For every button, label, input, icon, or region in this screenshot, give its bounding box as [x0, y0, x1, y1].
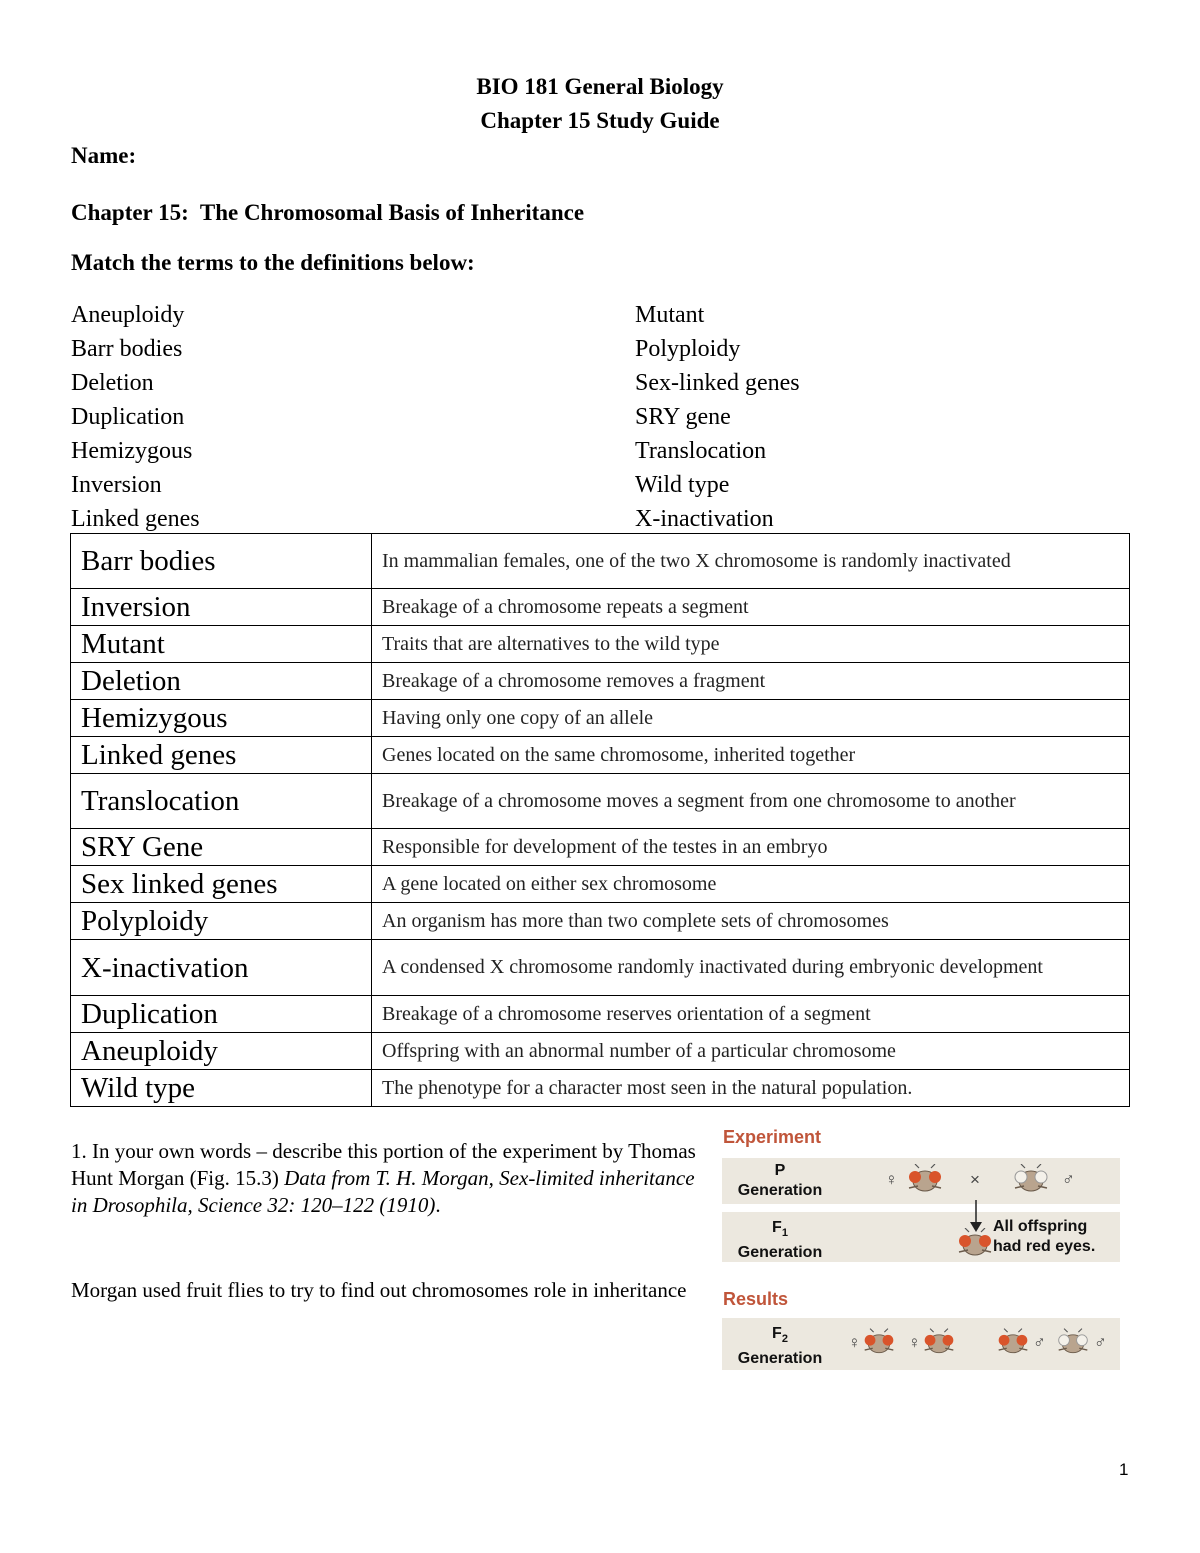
term-cell: SRY Gene: [71, 829, 372, 866]
cross-symbol: ×: [970, 1170, 980, 1189]
term-item: Polyploidy: [635, 336, 741, 362]
definition-cell: Responsible for development of the testes in an embryo: [372, 829, 1130, 866]
f1-result-note: [993, 1217, 1095, 1257]
table-row: [71, 589, 1130, 626]
red-eyed-female-fly-icon: [922, 1328, 956, 1356]
table-row: [71, 996, 1130, 1033]
term-item: Aneuploidy: [71, 302, 185, 328]
term-cell: Deletion: [71, 663, 372, 700]
female-symbol-icon: ♀: [848, 1333, 861, 1352]
chapter-heading: Chapter 15: The Chromosomal Basis of Inheritance: [71, 200, 585, 225]
results-heading: Results: [723, 1289, 789, 1309]
male-symbol-icon: ♂: [1062, 1170, 1075, 1189]
white-eyed-male-fly-icon: [1056, 1328, 1090, 1356]
term-item: Mutant: [635, 302, 705, 328]
f2-symbol: [730, 1324, 830, 1349]
table-row: [71, 737, 1130, 774]
question-1-end: .: [435, 1193, 441, 1217]
terms-right-column: [635, 298, 800, 536]
generation-word: Generation: [737, 1182, 823, 1199]
question-1-text: 1. In your own words – describe this portion of the experiment by Thomas Hunt Morgan (Fig. 15.3): [71, 1139, 696, 1190]
term-cell: Barr bodies: [71, 534, 372, 589]
f1-symbol: [730, 1218, 830, 1243]
instructions: Match the terms to the definitions below:: [71, 250, 475, 275]
generation-word: Generation: [737, 1350, 823, 1368]
term-item: Hemizygous: [71, 438, 193, 464]
term-cell: Translocation: [71, 774, 372, 829]
term-cell: Duplication: [71, 996, 372, 1033]
male-symbol-icon: ♂: [1094, 1333, 1107, 1352]
course-title: BIO 181 General Biology: [476, 74, 724, 99]
red-eyed-offspring-fly-icon: [956, 1228, 994, 1258]
term-item: Translocation: [635, 438, 767, 464]
terms-left-column: [71, 298, 200, 536]
f1-subscript: 1: [781, 1227, 788, 1240]
table-row: [71, 940, 1130, 996]
f2-generation-label: [730, 1324, 830, 1369]
generation-word: Generation: [737, 1244, 823, 1262]
matching-table: [70, 533, 1130, 1107]
f1-note-line-1: All offspring: [993, 1218, 1088, 1235]
term-cell: Wild type: [71, 1070, 372, 1107]
term-cell: Aneuploidy: [71, 1033, 372, 1070]
term-item: X-inactivation: [635, 506, 774, 532]
table-row: [71, 866, 1130, 903]
table-row: [71, 829, 1130, 866]
f1-generation-label: [730, 1218, 830, 1263]
p-generation-label: [730, 1161, 830, 1201]
red-eyed-female-fly-icon: [906, 1164, 944, 1194]
table-row: [71, 903, 1130, 940]
term-cell: Mutant: [71, 626, 372, 663]
question-1-answer: Morgan used fruit flies to try to find out chromosomes role in inheritance: [71, 1278, 687, 1302]
definition-cell: Traits that are alternatives to the wild type: [372, 626, 1130, 663]
red-eyed-male-fly-icon: [996, 1328, 1030, 1356]
term-item: Sex-linked genes: [635, 370, 800, 396]
definition-cell: Breakage of a chromosome moves a segment from one chromosome to another: [372, 774, 1130, 829]
f1-note-line-2: had red eyes.: [993, 1238, 1096, 1255]
morgan-experiment-figure: [720, 1122, 1120, 1372]
definition-cell: Offspring with an abnormal number of a particular chromosome: [372, 1033, 1130, 1070]
term-item: Deletion: [71, 370, 154, 396]
male-symbol-icon: ♂: [1033, 1333, 1046, 1352]
name-label: Name:: [71, 143, 137, 168]
f1-letter: F: [772, 1219, 782, 1236]
table-row: [71, 700, 1130, 737]
term-cell: Sex linked genes: [71, 866, 372, 903]
definition-cell: In mammalian females, one of the two X chromosome is randomly inactivated: [372, 534, 1130, 589]
term-cell: Inversion: [71, 589, 372, 626]
question-1-citation: Data from T. H. Morgan, Sex-limited inheritance in Drosophila, Science 32: 120–122 (1910): [71, 1166, 695, 1217]
question-1: [71, 1138, 711, 1219]
definition-cell: A gene located on either sex chromosome: [372, 866, 1130, 903]
term-cell: X-inactivation: [71, 940, 372, 996]
term-cell: Hemizygous: [71, 700, 372, 737]
definition-cell: A condensed X chromosome randomly inactivated during embryonic development: [372, 940, 1130, 996]
table-row: [71, 1070, 1130, 1107]
definition-cell: An organism has more than two complete sets of chromosomes: [372, 903, 1130, 940]
page-number: 1: [1119, 1460, 1129, 1479]
term-cell: Polyploidy: [71, 903, 372, 940]
term-item: Inversion: [71, 472, 162, 498]
female-symbol-icon: ♀: [885, 1170, 898, 1189]
white-eyed-male-fly-icon: [1012, 1164, 1050, 1194]
red-eyed-female-fly-icon: [862, 1328, 896, 1356]
definition-cell: The phenotype for a character most seen in the natural population.: [372, 1070, 1130, 1107]
table-row: [71, 534, 1130, 589]
experiment-heading: Experiment: [723, 1127, 822, 1147]
table-row: [71, 626, 1130, 663]
term-item: Linked genes: [71, 506, 200, 532]
table-row: [71, 663, 1130, 700]
term-item: Duplication: [71, 404, 185, 430]
f2-subscript: 2: [781, 1333, 788, 1346]
table-row: [71, 1033, 1130, 1070]
female-symbol-icon: ♀: [908, 1333, 921, 1352]
term-item: Wild type: [635, 472, 730, 498]
definition-cell: Having only one copy of an allele: [372, 700, 1130, 737]
table-row: [71, 774, 1130, 829]
definition-cell: Breakage of a chromosome removes a fragment: [372, 663, 1130, 700]
term-cell: Linked genes: [71, 737, 372, 774]
definition-cell: Genes located on the same chromosome, inherited together: [372, 737, 1130, 774]
term-item: Barr bodies: [71, 336, 183, 362]
study-guide-title: Chapter 15 Study Guide: [480, 108, 720, 133]
definition-cell: Breakage of a chromosome repeats a segment: [372, 589, 1130, 626]
p-symbol: P: [774, 1162, 786, 1179]
term-item: SRY gene: [635, 404, 731, 430]
definition-cell: Breakage of a chromosome reserves orientation of a segment: [372, 996, 1130, 1033]
f2-letter: F: [772, 1325, 782, 1342]
